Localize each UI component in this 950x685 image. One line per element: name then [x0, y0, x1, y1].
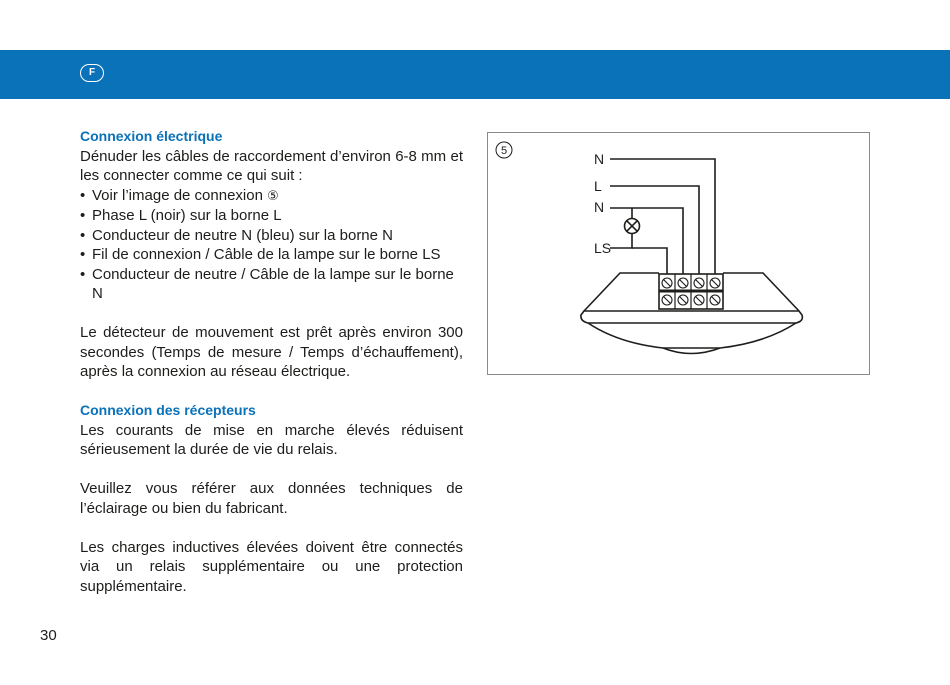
connection-diagram [487, 132, 870, 375]
wiring-diagram-svg [488, 133, 871, 376]
intro-paragraph: Dénuder les câbles de raccordement d’environ 6-8 mm et les connecter comme ce qui suit : [80, 147, 463, 184]
list-item [80, 265, 463, 304]
wire-ls [632, 248, 667, 275]
wire-label-ls: LS [594, 240, 612, 256]
figure-number: 5 [500, 145, 508, 157]
list-item [80, 226, 463, 246]
wire-label-n-lamp: N [594, 199, 605, 215]
list-item-text: Phase L (noir) sur la borne L [92, 207, 282, 224]
header-band [0, 50, 950, 99]
receivers-paragraph-3: Les charges inductives élevées doivent être connectés via un relais supplémentaire ou une protection supplémentaire. [80, 538, 463, 595]
main-text-column [80, 127, 463, 596]
wire-l [610, 186, 699, 275]
heading-receivers-connection: Connexion des récepteurs [80, 402, 256, 418]
list-item-text: Conducteur de neutre / Câble de la lampe sur le borne N [92, 265, 454, 302]
receivers-paragraph-2: Veuillez vous référer aux données techniques de l’éclairage ou bien du fabricant. [80, 480, 463, 517]
language-badge: F [80, 64, 104, 82]
wire-n-lamp [610, 208, 683, 275]
wire-label-l: L [594, 178, 602, 194]
connection-steps-list [80, 186, 463, 304]
list-item-text: Fil de connexion / Câble de la lampe sur le borne LS [92, 246, 441, 263]
figure-reference: ⑤ [267, 188, 279, 204]
list-item [80, 186, 463, 207]
list-item-text: Voir l’image de connexion [92, 186, 268, 204]
wire-label-n: N [594, 151, 605, 167]
lamp-icon [625, 219, 640, 234]
terminal-block [659, 274, 723, 309]
list-item [80, 245, 463, 265]
list-item-text: Conducteur de neutre N (bleu) sur la borne N [92, 226, 393, 244]
page-number: 30 [40, 627, 57, 644]
heading-electrical-connection: Connexion électrique [80, 128, 223, 144]
wire-ls-lower [610, 233, 632, 248]
list-item [80, 206, 463, 226]
ready-paragraph: Le détecteur de mouvement est prêt après environ 300 secondes (Temps de mesure / Temps d’échauffement), après la connexion au réseau électrique. [80, 324, 463, 380]
receivers-paragraph-1: Les courants de mise en marche élevés réduisent sérieusement la durée de vie du relais. [80, 421, 463, 458]
